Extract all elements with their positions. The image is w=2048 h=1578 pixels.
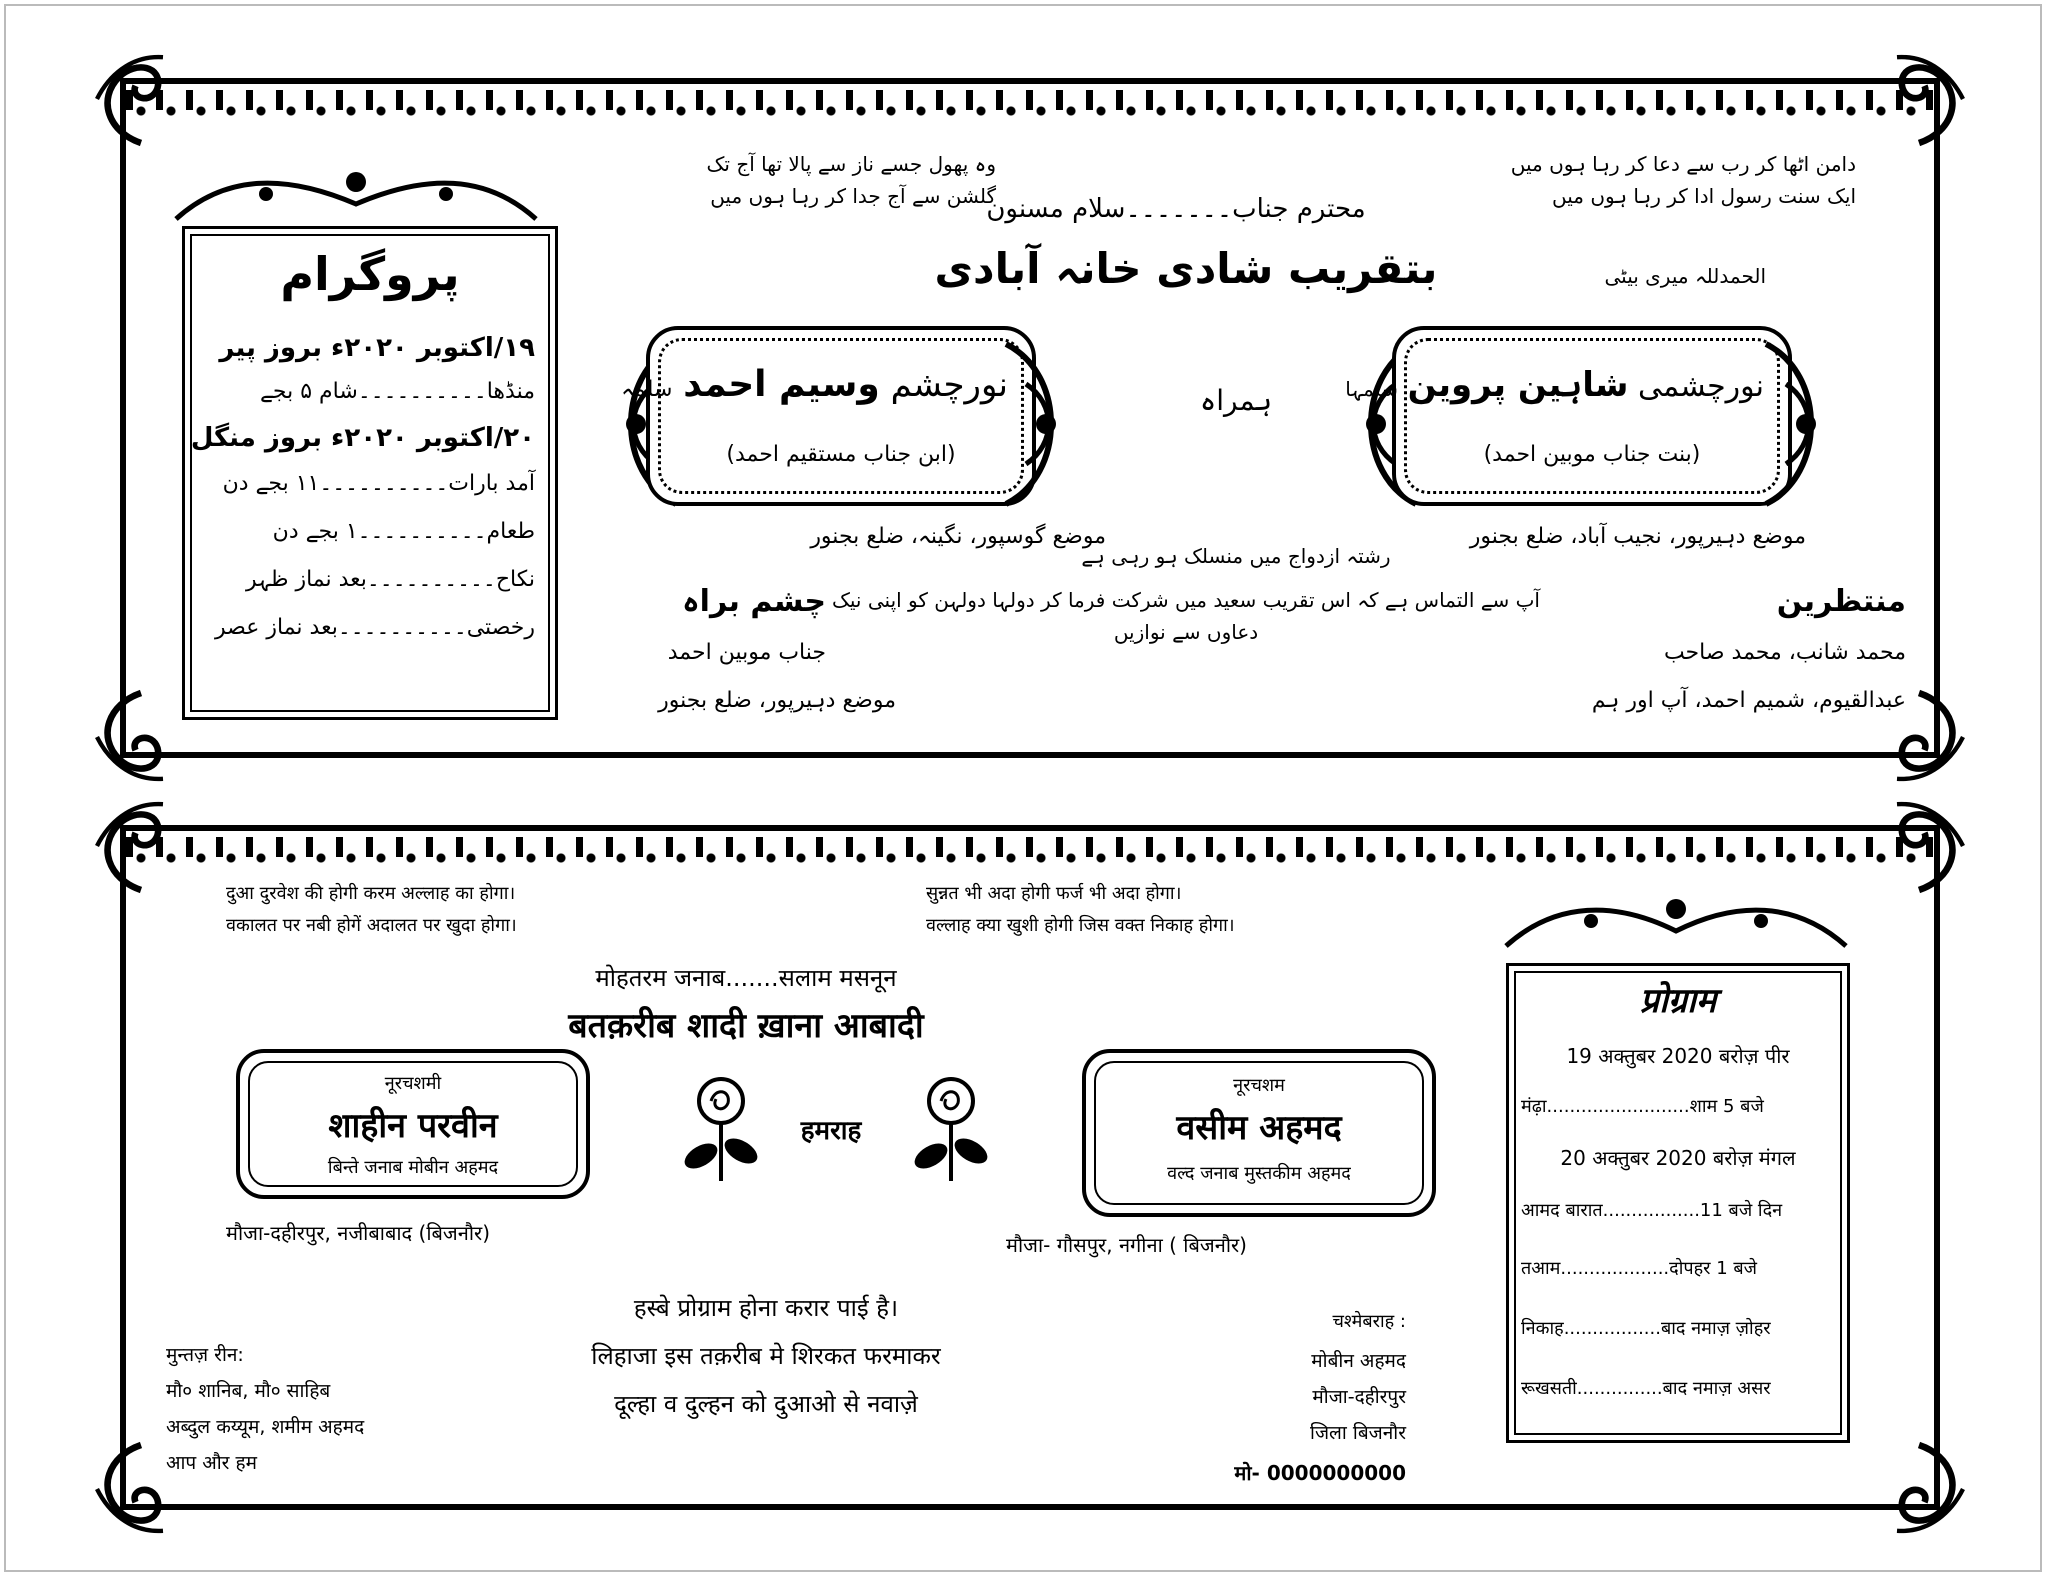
hindi-program-taam: तआम...................दोपहर 1 बजे — [1521, 1258, 1758, 1279]
hindi-couplet-right-line2: वल्लाह क्या खुशी होगी जिस वक्त निकाह होगा। — [926, 915, 1235, 936]
hindi-muntazreen-line1: मौ० शानिब, मौ० साहिब — [166, 1380, 331, 1402]
hindi-bride-box — [236, 1049, 590, 1199]
program-day1: ۱۹/اکتوبر ۲۰۲۰ء بروز پیر — [219, 333, 535, 363]
urdu-bride-name: شاہین پروین — [1407, 365, 1629, 405]
urdu-invite-line2: آپ سے التماس ہے کہ اس تقریب سعید میں شرکت فرما کر دولہا دولہن کو اپنی نیک دعاوں سے نوازیں — [832, 588, 1540, 644]
hindi-chashm-village: मौजा-दहीरपुर — [1312, 1386, 1406, 1408]
hindi-muntazreen-line2: अब्दुल कय्यूम, शमीम अहमद — [166, 1416, 365, 1438]
floral-side-ornament-icon — [1756, 334, 1846, 514]
urdu-occasion: بتقریب شادی خانہ آبادی — [934, 244, 1438, 293]
urdu-groom-box — [621, 326, 1036, 506]
hindi-hamrah: हमराह — [800, 1116, 862, 1146]
hindi-occasion: बतक़रीब शादी ख़ाना आबादी — [568, 1006, 924, 1046]
urdu-bride-box — [1345, 326, 1792, 506]
hindi-invite-line3: दूल्हा व दुल्हन को दुआओ से नवाज़े — [614, 1390, 918, 1418]
urdu-couplet-right-line1: دامن اٹھا کر رب سے دعا کر رہا ہوں میں — [1510, 152, 1856, 176]
hindi-program-nikah: निकाह.................बाद नमाज़ ज़ोहर — [1521, 1318, 1771, 1339]
hindi-groom-parent: वल्द जनाब मुस्तकीम अहमद — [1167, 1163, 1351, 1184]
urdu-bride-nameline — [1345, 364, 1764, 405]
urdu-groom-name: وسیم احمد — [683, 364, 880, 405]
urdu-chashm-title: چشم براہ — [682, 584, 826, 619]
hindi-chashm-name: मोबीन अहमद — [1311, 1350, 1406, 1372]
urdu-hamrah: ہمراہ — [1199, 384, 1273, 417]
urdu-couplet-left-line2: گلشن سے آج جدا کر رہا ہوں میں — [710, 184, 996, 208]
urdu-invite-line1: رشتہ ازدواج میں منسلک ہو رہی ہے — [1081, 544, 1391, 568]
hindi-program-rukhsati: रूखसती...............बाद नमाज़ असर — [1521, 1378, 1771, 1399]
program-rukhsati: رخصتی۔۔۔۔۔۔۔۔۔۔بعد نماز عصر — [215, 615, 535, 640]
urdu-groom-parent: (ابن جناب مستقیم احمد) — [726, 442, 956, 467]
hindi-invite-line1: हस्बे प्रोग्राम होना करार पाई है। — [633, 1294, 899, 1322]
floral-crown-ornament-icon — [166, 164, 546, 224]
hindi-bride-name: शाहीन परवीन — [328, 1106, 498, 1146]
urdu-couplet-right-line2: ایک سنت رسول ادا کر رہا ہوں میں — [1552, 184, 1856, 208]
urdu-bride-prefix: نورچشمی — [1638, 369, 1764, 404]
top-fringe-dots — [126, 853, 1934, 863]
urdu-muntazireen-line1: محمد شانب، محمد صاحب — [1663, 640, 1906, 665]
hindi-couplet-left-line1: दुआ दुरवेश की होगी करम अल्लाह का होगा। — [226, 883, 516, 904]
hindi-couplet-left-line2: वकालत पर नबी होगें अदालत पर खुदा होगा। — [226, 915, 517, 936]
program-day2: ۲۰/اکتوبر ۲۰۲۰ء بروز منگل — [190, 423, 535, 453]
corner-ornament-icon — [1864, 44, 1974, 154]
hindi-program-title: प्रोग्राम — [1639, 981, 1717, 1021]
urdu-bride-parent: (بنت جناب موبین احمد) — [1483, 442, 1701, 467]
hindi-groom-prefix: नूरचशम — [1233, 1075, 1285, 1096]
hindi-chashm-mobile: मो- 0000000000 — [1234, 1461, 1406, 1485]
hindi-program-mandha: मंढ़ा.........................शाम 5 बजे — [1521, 1096, 1764, 1117]
hindi-couplet-right-line1: सुन्नत भी अदा होगी फर्ज भी अदा होगा। — [926, 883, 1182, 904]
program-title: پروگرام — [280, 247, 460, 301]
hindi-program-day1: 19 अक्तुबर 2020 बरोज़ पीर — [1566, 1044, 1790, 1068]
hindi-invitation-card — [120, 825, 1940, 1510]
hindi-bride-parent: बिन्ते जनाब मोबीन अहमद — [327, 1157, 499, 1178]
urdu-bride-village: موضع دہیرپور، نجیب آباد، ضلع بجنور — [1469, 524, 1806, 549]
hindi-bride-prefix: नूरचशमी — [384, 1073, 442, 1094]
hindi-muntazreen-line3: आप और हम — [166, 1452, 257, 1474]
rose-icon — [676, 1071, 766, 1191]
program-baraat: آمد بارات۔۔۔۔۔۔۔۔۔۔۱۱ بجے دن — [222, 471, 535, 496]
hindi-program-box — [1506, 963, 1850, 1443]
program-mandha: منڈھا۔۔۔۔۔۔۔۔۔۔شام ۵ بجے — [260, 379, 535, 404]
corner-ornament-icon — [1864, 791, 1974, 901]
hindi-muntazreen-title: मुन्तज़ रीन: — [166, 1344, 244, 1366]
urdu-muntazireen-title: منتظرین — [1776, 584, 1906, 619]
rose-icon — [906, 1071, 996, 1191]
urdu-invitation-card — [120, 78, 1940, 758]
hindi-chashm-district: जिला बिजनौर — [1310, 1422, 1406, 1444]
hindi-program-baraat: आमद बारात.................11 बजे दिन — [1521, 1200, 1783, 1221]
hindi-groom-box — [1082, 1049, 1436, 1217]
corner-ornament-icon — [86, 682, 196, 792]
corner-ornament-icon — [1864, 1434, 1974, 1544]
hindi-groom-name: वसीम अहमद — [1176, 1108, 1342, 1148]
urdu-couplet-left-line1: وہ پھول جسے ناز سے پالا تھا آج تک — [706, 152, 996, 176]
top-fringe-dots — [126, 106, 1934, 116]
urdu-chashm-name: جناب موبین احمد — [667, 640, 826, 665]
corner-ornament-icon — [86, 44, 196, 154]
urdu-chashm-village: موضع دہیرپور، ضلع بجنور — [658, 688, 896, 713]
program-taam: طعام۔۔۔۔۔۔۔۔۔۔۱ بجے دن — [272, 519, 535, 544]
floral-side-ornament-icon — [996, 334, 1086, 514]
urdu-groom-suffix: سلمہ — [621, 377, 673, 402]
hindi-greeting: मोहतरम जनाब.......सलाम मसनून — [595, 964, 897, 992]
hindi-chashm-title: चश्मेबराह : — [1332, 1311, 1406, 1332]
urdu-groom-prefix: نورچشم — [890, 365, 1008, 405]
urdu-groom-nameline — [621, 364, 1008, 405]
corner-ornament-icon — [86, 791, 196, 901]
urdu-alhamdulillah: الحمدللہ میری بیٹی — [1604, 264, 1766, 288]
urdu-greeting: محترم جناب۔۔۔۔۔۔۔سلام مسنون — [986, 194, 1366, 224]
urdu-program-box — [182, 226, 558, 720]
hindi-groom-village: मौजा- गौसपुर, नगीना ( बिजनौर) — [1006, 1233, 1247, 1257]
hindi-program-day2: 20 अक्तुबर 2020 बरोज़ मंगल — [1560, 1146, 1796, 1170]
urdu-groom-village: موضع گوسپور، نگینہ، ضلع بجنور — [810, 524, 1106, 549]
hindi-invite-line2: लिहाजा इस तक़रीब मे शिरकत फरमाकर — [591, 1342, 941, 1370]
urdu-bride-suffix: سلمہا — [1345, 377, 1399, 401]
floral-crown-ornament-icon — [1496, 891, 1856, 951]
urdu-muntazireen-line2: عبدالقیوم، شمیم احمد، آپ اور ہم — [1591, 688, 1906, 713]
hindi-bride-village: मौजा-दहीरपुर, नजीबाबाद (बिजनौर) — [226, 1221, 491, 1245]
program-nikah: نکاح۔۔۔۔۔۔۔۔۔۔بعد نماز ظہر — [245, 567, 535, 592]
